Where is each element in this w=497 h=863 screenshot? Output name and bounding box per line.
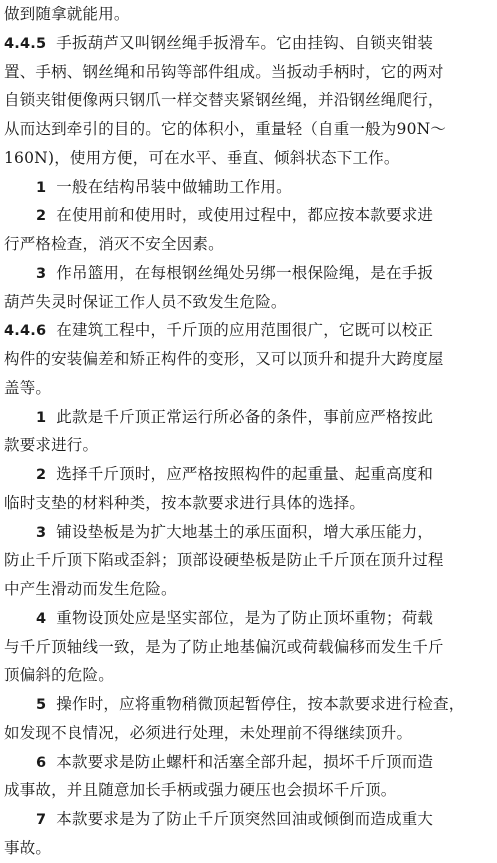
text-line — [4, 115, 493, 144]
section-heading-line — [4, 316, 493, 345]
line-text: 构件的安装偏差和矫正构件的变形，又可以顶升和提升大跨度屋 — [4, 350, 444, 368]
line-text: 做到随拿就能用。 — [4, 5, 130, 23]
clause-line — [4, 690, 493, 719]
clause-line — [4, 604, 493, 633]
section-heading-line — [4, 29, 493, 58]
text-line — [4, 776, 493, 805]
line-text: 本款要求是为了防止千斤顶突然回油或倾倒而造成重大 — [56, 810, 434, 828]
clause-number: 5 — [36, 697, 47, 713]
line-text: 160N)，使用方便，可在水平、垂直、倾斜状态下工作。 — [4, 148, 400, 167]
line-text: 手扳葫芦又叫钢丝绳手扳滑车。它由挂钩、自锁夹钳装 — [56, 33, 434, 52]
line-text: 一般在结构吊装中做辅助工作用。 — [56, 177, 292, 196]
line-text: 如发现不良情况，必须进行处理，未处理前不得继续顶升。 — [4, 723, 413, 742]
text-line — [4, 431, 493, 460]
line-text: 顶偏斜的危险。 — [4, 666, 114, 685]
clause-line — [4, 173, 493, 202]
line-text: 成事故，并且随意加长手柄或强力硬压也会损坏千斤顶。 — [4, 781, 397, 800]
text-line — [4, 719, 493, 748]
line-text: 盖等。 — [4, 378, 52, 397]
line-text: 在使用前和使用时，或使用过程中，都应按本款要求进 — [56, 206, 434, 225]
line-text: 在建筑工程中，千斤顶的应用范围很广，它既可以校正 — [56, 321, 434, 340]
line-text: 置、手柄、钢丝绳和吊钩等部件组成。当扳动手柄时，它的两对 — [4, 62, 444, 81]
clause-line — [4, 805, 493, 834]
text-line — [4, 661, 493, 690]
line-text: 铺设垫板是为扩大地基土的承压面积，增大承压能力， — [56, 522, 434, 541]
clause-line — [4, 518, 493, 547]
line-text: 葫芦失灵时保证工作人员不致发生危险。 — [4, 292, 287, 311]
text-line — [4, 144, 493, 173]
line-text: 本款要求是防止螺杆和活塞全部升起，损坏千斤顶而造 — [56, 752, 434, 771]
line-text: 款要求进行。 — [4, 436, 99, 455]
clause-line — [4, 403, 493, 432]
text-line — [4, 0, 493, 29]
clause-number: 4 — [36, 610, 47, 627]
clause-number: 3 — [36, 524, 47, 541]
line-text: 选择千斤顶时，应严格按照构件的起重量、起重高度和 — [56, 465, 434, 483]
clause-number: 2 — [36, 467, 47, 483]
line-text: 临时支垫的材料种类，按本款要求进行具体的选择。 — [4, 493, 366, 512]
line-text: 中产生滑动而发生危险。 — [4, 580, 177, 598]
clause-number: 2 — [36, 208, 47, 225]
text-line — [4, 489, 493, 518]
clause-number: 1 — [36, 179, 47, 196]
section-number: 4.4.6 — [4, 323, 47, 340]
line-text: 行严格检查，消灭不安全因素。 — [4, 235, 224, 253]
text-line — [4, 374, 493, 403]
line-text: 重物设顶处应是坚实部位，是为了防止顶坏重物；荷载 — [56, 608, 434, 627]
clause-line — [4, 748, 493, 777]
text-line — [4, 288, 493, 317]
section-number: 4.4.5 — [4, 35, 47, 52]
line-text: 操作时，应将重物稍微顶起暂停住，按本款要求进行检查， — [56, 695, 465, 713]
line-text: 事故。 — [4, 838, 52, 857]
clause-number: 3 — [36, 265, 47, 282]
line-text: 防止千斤顶下陷或歪斜；顶部设硬垫板是防止千斤顶在顶升过程 — [4, 551, 444, 570]
clause-line — [4, 259, 493, 288]
clause-number: 1 — [36, 409, 47, 426]
clause-number: 7 — [36, 812, 47, 828]
text-line — [4, 834, 493, 863]
text-line — [4, 546, 493, 575]
line-text: 作吊篮用，在每根钢丝绳处另绑一根保险绳，是在手扳 — [56, 263, 434, 282]
clause-line — [4, 460, 493, 489]
document-page — [4, 0, 493, 863]
line-text: 从而达到牵引的目的。它的体积小，重量轻（自重一般为90N～ — [4, 120, 447, 138]
clause-line — [4, 201, 493, 230]
text-line — [4, 58, 493, 87]
text-line — [4, 230, 493, 259]
text-line — [4, 575, 493, 604]
text-line — [4, 345, 493, 374]
line-text: 自锁夹钳便像两只钢爪一样交替夹紧钢丝绳，并沿钢丝绳爬行， — [4, 91, 444, 110]
text-line — [4, 86, 493, 115]
text-line — [4, 633, 493, 662]
clause-number: 6 — [36, 754, 47, 771]
line-text: 此款是千斤顶正常运行所必备的条件，事前应严格按此 — [56, 407, 434, 426]
line-text: 与千斤顶轴线一致，是为了防止地基偏沉或荷载偏移而发生千斤 — [4, 637, 444, 656]
